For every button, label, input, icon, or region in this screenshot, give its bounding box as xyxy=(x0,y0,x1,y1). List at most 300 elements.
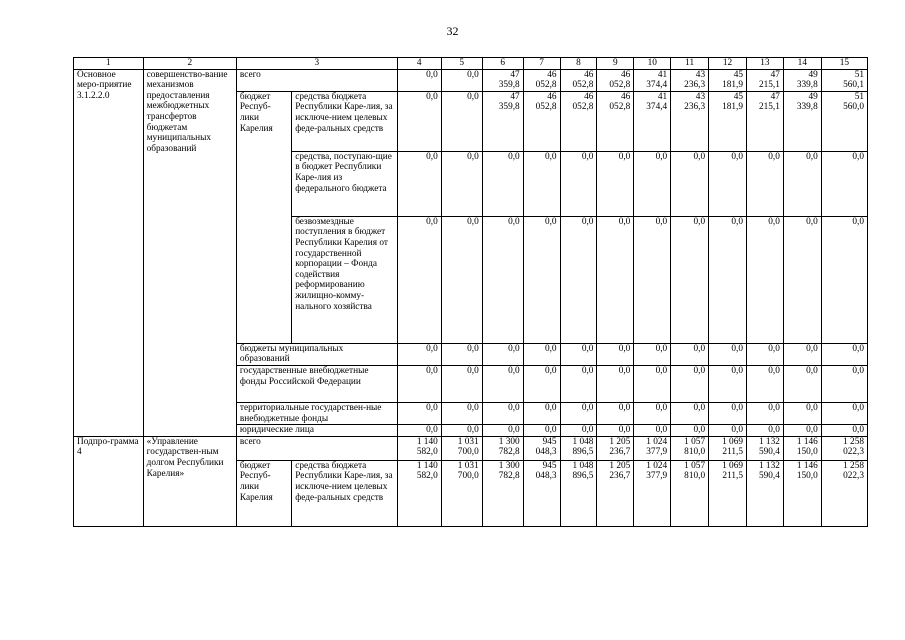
budget-table xyxy=(73,57,868,527)
source-label: средства, поступаю-щие в бюджет Республики Каре-лия из федерального бюджета xyxy=(292,151,398,216)
value-cell xyxy=(783,425,821,437)
value-cell xyxy=(397,425,441,437)
value-line: 49 xyxy=(808,69,818,80)
value-line: 048,3 xyxy=(535,447,557,458)
source-label: безвозмездные поступления в бюджет Республики Карелия от государственной корпорации – Фонда содействия реформированию жилищно-комму-нального хозяйства xyxy=(292,216,398,343)
value-line: 359,8 xyxy=(498,102,520,113)
value-line: 1 069 xyxy=(722,460,743,471)
value-line: 0,0 xyxy=(768,151,780,162)
value-cell xyxy=(709,402,747,424)
column-header: 2 xyxy=(143,58,236,70)
source-label: территориальные государствен-ные внебюджетные фонды xyxy=(236,402,397,424)
value-cell xyxy=(783,343,821,365)
value-cell xyxy=(747,151,784,216)
value-line: 236,3 xyxy=(684,102,706,113)
value-line: 0,0 xyxy=(618,365,631,376)
value-cell xyxy=(482,343,523,365)
value-line: 0,0 xyxy=(693,402,706,413)
value-cell xyxy=(634,402,671,424)
value-cell xyxy=(671,151,709,216)
value-line: 47 xyxy=(770,69,780,80)
value-cell xyxy=(597,151,634,216)
value-line: 0,0 xyxy=(731,402,743,413)
value-cell xyxy=(523,425,560,437)
value-line: 46 xyxy=(621,91,631,102)
value-line: 0,0 xyxy=(731,365,743,376)
value-line: 0,0 xyxy=(544,343,557,354)
value-cell xyxy=(597,216,634,343)
value-cell xyxy=(671,425,709,437)
value-cell xyxy=(783,402,821,424)
value-cell xyxy=(747,425,784,437)
value-cell xyxy=(821,216,867,343)
value-line: 215,1 xyxy=(758,102,780,113)
value-cell xyxy=(560,151,597,216)
value-line: 181,9 xyxy=(722,102,743,113)
value-line: 0,0 xyxy=(581,425,594,436)
value-cell xyxy=(441,425,482,437)
value-cell xyxy=(441,365,482,402)
value-line: 1 057 xyxy=(684,436,706,447)
value-cell xyxy=(560,91,597,151)
page-number: 32 xyxy=(446,24,459,38)
value-line: 022,3 xyxy=(843,447,864,458)
value-cell xyxy=(397,91,441,151)
value-line: 0,0 xyxy=(426,402,438,413)
value-cell xyxy=(634,365,671,402)
header-row xyxy=(74,58,868,70)
value-line: 560,0 xyxy=(843,102,864,113)
value-line: 782,8 xyxy=(498,447,520,458)
value-cell xyxy=(397,343,441,365)
value-line: 0,0 xyxy=(768,343,780,354)
value-cell xyxy=(523,365,560,402)
value-line: 1 132 xyxy=(758,436,780,447)
value-line: 0,0 xyxy=(508,216,520,227)
value-line: 339,8 xyxy=(796,80,818,91)
value-cell xyxy=(747,91,784,151)
value-line: 0,0 xyxy=(618,151,631,162)
value-cell xyxy=(560,460,597,526)
value-line: 377,9 xyxy=(646,447,668,458)
value-cell xyxy=(560,402,597,424)
value-line: 1 031 xyxy=(457,460,479,471)
value-line: 022,3 xyxy=(843,471,864,482)
value-cell xyxy=(482,69,523,91)
value-line: 43 xyxy=(695,69,706,80)
value-cell xyxy=(597,402,634,424)
value-line: 1 057 xyxy=(684,460,706,471)
value-line: 0,0 xyxy=(426,425,438,436)
value-line: 0,0 xyxy=(731,425,743,436)
value-line: 236,7 xyxy=(609,447,631,458)
column-header: 11 xyxy=(671,58,709,70)
value-cell xyxy=(597,425,634,437)
value-line: 1 069 xyxy=(722,436,743,447)
value-cell xyxy=(821,425,867,437)
value-line: 1 258 xyxy=(843,460,864,471)
value-cell xyxy=(821,365,867,402)
column-header: 4 xyxy=(397,58,441,70)
value-cell xyxy=(634,69,671,91)
value-cell xyxy=(747,69,784,91)
value-line: 211,5 xyxy=(722,447,743,458)
program-name: «Управление государствен-ным долгом Республики Карелия» xyxy=(143,436,236,526)
value-line: 0,0 xyxy=(508,151,520,162)
value-line: 048,3 xyxy=(535,471,557,482)
value-line: 782,8 xyxy=(498,471,520,482)
value-cell xyxy=(523,460,560,526)
value-line: 0,0 xyxy=(426,216,438,227)
value-line: 150,0 xyxy=(796,447,818,458)
value-line: 0,0 xyxy=(693,365,706,376)
value-cell xyxy=(709,343,747,365)
value-line: 46 xyxy=(584,69,594,80)
column-header: 9 xyxy=(597,58,634,70)
source-label: средства бюджета Республики Каре-лия, за исключе-нием целевых феде-ральных средств xyxy=(292,91,398,151)
value-line: 560,1 xyxy=(843,80,864,91)
value-line: 0,0 xyxy=(655,365,668,376)
value-line: 215,1 xyxy=(758,80,780,91)
value-cell xyxy=(397,151,441,216)
value-line: 052,8 xyxy=(572,102,594,113)
value-line: 582,0 xyxy=(416,471,438,482)
value-line: 0,0 xyxy=(467,365,479,376)
value-line: 0,0 xyxy=(768,425,780,436)
value-line: 1 024 xyxy=(646,436,668,447)
value-cell xyxy=(560,69,597,91)
value-cell xyxy=(597,343,634,365)
value-line: 0,0 xyxy=(544,402,557,413)
column-header: 8 xyxy=(560,58,597,70)
value-line: 1 205 xyxy=(609,436,631,447)
value-cell xyxy=(709,69,747,91)
value-cell xyxy=(747,365,784,402)
value-cell xyxy=(523,91,560,151)
value-line: 1 205 xyxy=(609,460,631,471)
column-header: 6 xyxy=(482,58,523,70)
value-line: 374,4 xyxy=(646,80,668,91)
value-line: 211,5 xyxy=(722,471,743,482)
value-cell xyxy=(821,91,867,151)
value-cell xyxy=(597,91,634,151)
value-line: 0,0 xyxy=(852,343,864,354)
value-cell xyxy=(482,151,523,216)
value-line: 0,0 xyxy=(467,151,479,162)
value-line: 0,0 xyxy=(655,216,668,227)
value-cell xyxy=(560,425,597,437)
value-cell xyxy=(783,69,821,91)
value-cell xyxy=(783,216,821,343)
value-cell xyxy=(597,69,634,91)
value-line: 1 031 xyxy=(457,436,479,447)
value-cell xyxy=(709,365,747,402)
value-cell xyxy=(597,365,634,402)
value-cell xyxy=(560,436,597,460)
value-cell xyxy=(747,436,784,460)
table-row xyxy=(74,436,868,460)
value-line: 0,0 xyxy=(467,69,479,80)
value-cell xyxy=(397,69,441,91)
value-line: 052,8 xyxy=(609,102,631,113)
value-cell xyxy=(671,343,709,365)
value-line: 810,0 xyxy=(684,471,706,482)
value-line: 0,0 xyxy=(508,402,520,413)
value-line: 0,0 xyxy=(618,343,631,354)
value-line: 0,0 xyxy=(693,425,706,436)
value-line: 0,0 xyxy=(806,216,818,227)
value-line: 0,0 xyxy=(508,425,520,436)
value-line: 150,0 xyxy=(796,471,818,482)
value-line: 45 xyxy=(733,91,743,102)
value-line: 1 132 xyxy=(758,460,780,471)
value-cell xyxy=(397,436,441,460)
value-cell xyxy=(747,343,784,365)
column-header: 13 xyxy=(747,58,784,70)
column-header: 10 xyxy=(634,58,671,70)
value-line: 236,3 xyxy=(684,80,706,91)
value-line: 46 xyxy=(547,69,557,80)
value-cell xyxy=(397,460,441,526)
value-cell xyxy=(523,402,560,424)
value-line: 0,0 xyxy=(693,151,706,162)
program-code: Основное меро-приятие 3.1.2.2.0 xyxy=(74,69,144,436)
value-line: 0,0 xyxy=(581,151,594,162)
value-cell xyxy=(560,365,597,402)
value-cell xyxy=(441,402,482,424)
value-line: 0,0 xyxy=(768,402,780,413)
value-line: 0,0 xyxy=(581,365,594,376)
value-cell xyxy=(634,436,671,460)
value-cell xyxy=(634,343,671,365)
value-line: 1 258 xyxy=(843,436,864,447)
value-line: 1 048 xyxy=(572,460,594,471)
value-cell xyxy=(747,402,784,424)
column-header: 15 xyxy=(821,58,867,70)
value-line: 1 048 xyxy=(572,436,594,447)
value-cell xyxy=(671,460,709,526)
value-line: 0,0 xyxy=(508,343,520,354)
value-cell xyxy=(441,343,482,365)
value-cell xyxy=(397,402,441,424)
value-line: 41 xyxy=(657,91,668,102)
value-cell xyxy=(560,343,597,365)
value-line: 0,0 xyxy=(581,343,594,354)
column-header: 5 xyxy=(441,58,482,70)
value-cell xyxy=(482,91,523,151)
value-line: 0,0 xyxy=(467,216,479,227)
value-cell xyxy=(709,151,747,216)
source-label: средства бюджета Республики Каре-лия, за исключе-нием целевых феде-ральных средств xyxy=(292,460,398,526)
value-line: 945 xyxy=(542,460,557,471)
value-cell xyxy=(821,69,867,91)
value-cell xyxy=(821,436,867,460)
value-cell xyxy=(709,216,747,343)
value-cell xyxy=(482,425,523,437)
source-label: бюджеты муниципальных образований xyxy=(236,343,397,365)
value-cell xyxy=(747,460,784,526)
value-cell xyxy=(671,365,709,402)
value-line: 0,0 xyxy=(618,402,631,413)
value-line: 0,0 xyxy=(426,69,438,80)
value-line: 0,0 xyxy=(426,151,438,162)
value-line: 590,4 xyxy=(758,447,780,458)
value-line: 0,0 xyxy=(768,216,780,227)
value-cell xyxy=(441,216,482,343)
value-line: 0,0 xyxy=(426,91,438,102)
value-line: 0,0 xyxy=(693,216,706,227)
value-cell xyxy=(821,402,867,424)
column-header: 12 xyxy=(709,58,747,70)
value-line: 0,0 xyxy=(852,425,864,436)
value-line: 43 xyxy=(695,91,706,102)
value-line: 1 146 xyxy=(796,436,818,447)
value-line: 0,0 xyxy=(467,343,479,354)
value-cell xyxy=(482,436,523,460)
value-line: 052,8 xyxy=(535,80,557,91)
value-line: 0,0 xyxy=(655,151,668,162)
value-line: 236,7 xyxy=(609,471,631,482)
value-line: 582,0 xyxy=(416,447,438,458)
value-cell xyxy=(523,436,560,460)
value-line: 0,0 xyxy=(544,425,557,436)
value-line: 0,0 xyxy=(544,365,557,376)
program-name: совершенство-вание механизмов предоставления межбюджетных трансфертов бюджетам муниципальных образований xyxy=(143,69,236,436)
value-line: 0,0 xyxy=(806,343,818,354)
value-cell xyxy=(671,216,709,343)
value-cell xyxy=(634,425,671,437)
value-line: 700,0 xyxy=(457,447,479,458)
value-cell xyxy=(597,436,634,460)
value-cell xyxy=(821,343,867,365)
value-line: 896,5 xyxy=(572,471,594,482)
value-line: 0,0 xyxy=(655,402,668,413)
value-cell xyxy=(441,91,482,151)
value-cell xyxy=(441,460,482,526)
value-cell xyxy=(482,460,523,526)
value-cell xyxy=(441,151,482,216)
value-line: 51 xyxy=(854,91,864,102)
value-line: 052,8 xyxy=(535,102,557,113)
value-cell xyxy=(523,69,560,91)
value-line: 0,0 xyxy=(467,402,479,413)
value-line: 0,0 xyxy=(852,151,864,162)
value-line: 0,0 xyxy=(731,151,743,162)
value-line: 49 xyxy=(808,91,818,102)
value-cell xyxy=(783,365,821,402)
value-line: 0,0 xyxy=(731,216,743,227)
value-cell xyxy=(397,365,441,402)
value-cell xyxy=(634,91,671,151)
value-line: 0,0 xyxy=(544,216,557,227)
value-line: 377,9 xyxy=(646,471,668,482)
value-cell xyxy=(783,436,821,460)
value-cell xyxy=(709,425,747,437)
value-line: 0,0 xyxy=(426,365,438,376)
budget-group-label: бюджет Респуб-лики Карелия xyxy=(236,460,291,526)
value-cell xyxy=(523,216,560,343)
program-code: Подпро-грамма 4 xyxy=(74,436,144,526)
value-line: 052,8 xyxy=(609,80,631,91)
value-line: 0,0 xyxy=(852,365,864,376)
value-cell xyxy=(597,460,634,526)
value-cell xyxy=(709,436,747,460)
budget-group-label: бюджет Респуб-лики Карелия xyxy=(236,91,291,343)
value-cell xyxy=(634,151,671,216)
value-cell xyxy=(671,436,709,460)
value-line: 945 xyxy=(542,436,557,447)
value-line: 700,0 xyxy=(457,471,479,482)
value-line: 0,0 xyxy=(731,343,743,354)
value-line: 0,0 xyxy=(544,151,557,162)
value-line: 810,0 xyxy=(684,447,706,458)
value-cell xyxy=(783,91,821,151)
value-line: 0,0 xyxy=(693,343,706,354)
value-line: 0,0 xyxy=(768,365,780,376)
column-header: 1 xyxy=(74,58,144,70)
value-line: 896,5 xyxy=(572,447,594,458)
value-line: 1 300 xyxy=(498,436,520,447)
value-line: 1 024 xyxy=(646,460,668,471)
value-cell xyxy=(783,460,821,526)
value-line: 181,9 xyxy=(722,80,743,91)
value-line: 41 xyxy=(657,69,668,80)
value-line: 590,4 xyxy=(758,471,780,482)
source-label: всего xyxy=(236,436,397,460)
value-cell xyxy=(560,216,597,343)
value-line: 0,0 xyxy=(581,402,594,413)
column-header: 7 xyxy=(523,58,560,70)
value-line: 0,0 xyxy=(581,216,594,227)
value-cell xyxy=(709,91,747,151)
value-line: 45 xyxy=(733,69,743,80)
table-row xyxy=(74,69,868,91)
column-header: 14 xyxy=(783,58,821,70)
value-line: 339,8 xyxy=(796,102,818,113)
value-line: 0,0 xyxy=(655,343,668,354)
value-cell xyxy=(821,460,867,526)
value-line: 052,8 xyxy=(572,80,594,91)
value-cell xyxy=(523,343,560,365)
column-header: 3 xyxy=(236,58,397,70)
value-cell xyxy=(671,402,709,424)
value-line: 0,0 xyxy=(618,216,631,227)
value-line: 0,0 xyxy=(655,425,668,436)
value-line: 0,0 xyxy=(806,151,818,162)
value-line: 0,0 xyxy=(806,425,818,436)
value-line: 0,0 xyxy=(467,91,479,102)
value-line: 374,4 xyxy=(646,102,668,113)
value-cell xyxy=(671,69,709,91)
value-line: 0,0 xyxy=(852,402,864,413)
value-line: 0,0 xyxy=(806,402,818,413)
value-line: 47 xyxy=(510,69,520,80)
source-label: государственные внебюджетные фонды Российской Федерации xyxy=(236,365,397,402)
value-cell xyxy=(523,151,560,216)
value-line: 1 140 xyxy=(416,460,438,471)
value-line: 359,8 xyxy=(498,80,520,91)
value-line: 0,0 xyxy=(806,365,818,376)
value-cell xyxy=(634,216,671,343)
value-cell xyxy=(441,69,482,91)
value-cell xyxy=(783,151,821,216)
value-cell xyxy=(634,460,671,526)
value-cell xyxy=(482,402,523,424)
value-line: 46 xyxy=(621,69,631,80)
value-line: 0,0 xyxy=(467,425,479,436)
value-line: 46 xyxy=(584,91,594,102)
value-cell xyxy=(709,460,747,526)
